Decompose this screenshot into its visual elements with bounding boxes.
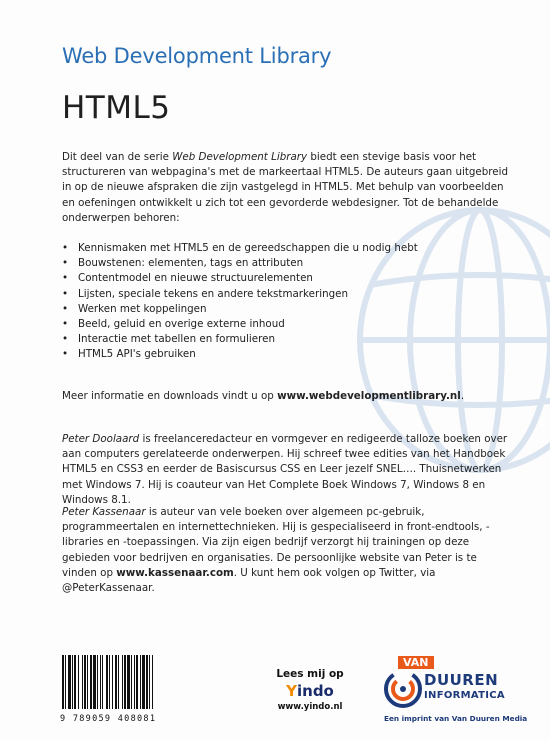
- topic-list: [62, 241, 418, 363]
- more-info-text: Meer informatie en downloads vindt u op: [62, 390, 278, 402]
- list-item: [62, 317, 418, 332]
- topic-label: Contentmodel en nieuwe structuurelementen: [78, 272, 313, 285]
- author-name-doolaard: Peter Doolaard: [62, 433, 140, 445]
- intro-text-start: Dit deel van de serie: [62, 151, 173, 163]
- topic-label: HTML5 API's gebruiken: [78, 348, 196, 361]
- bullet-icon: •: [62, 318, 69, 331]
- yindo-badge: [270, 668, 350, 712]
- bullet-icon: •: [62, 242, 69, 254]
- author-name-kassenaar: Peter Kassenaar: [62, 506, 146, 518]
- topic-label: Kennismaken met HTML5 en de gereedschappen die u nodig hebt: [78, 242, 418, 254]
- yindo-logo-text: indo: [297, 682, 334, 700]
- author-bio-text: is freelanceredacteur en vormgever en redigeerde talloze boeken over aan computers gerelateerde onderwerpen. Hij schreef twee edities van het Handboek HTML5 en CSS3 en eerder de Basiscursus CSS en Leer jezelf SNEL…. Thuisnetwerken met Windows 7. Hij is coauteur van Het Complete Boek Windows 7, Windows 8 en Windows 8.1.: [62, 433, 508, 506]
- list-item: [62, 332, 418, 347]
- book-title: HTML5: [62, 90, 171, 126]
- bullet-icon: •: [62, 257, 69, 270]
- bullet-icon: •: [62, 272, 69, 285]
- bullet-icon: •: [62, 287, 69, 300]
- publisher-duuren: DUUREN: [424, 671, 499, 689]
- yindo-logo: [270, 682, 350, 700]
- series-title: Web Development Library: [62, 44, 332, 68]
- bullet-icon: •: [62, 302, 69, 315]
- author-bio-text: is auteur van vele boeken over algemeen pc-gebruik, programmeertalen en internettechnieken. Hij is gespecialiseerd in front-endtools, -libraries en -toepassingen. Via zijn eigen bedrijf verzorgt hij trainingen op deze gebieden voor bedrijven en organisaties. De persoonlijke website van Peter is te vinden op: [62, 506, 490, 579]
- publisher-swirl-icon: [384, 670, 422, 708]
- website-link[interactable]: www.webdevelopmentlibrary.nl: [277, 390, 461, 402]
- list-item: [62, 302, 418, 317]
- yindo-logo-mark: Y: [286, 682, 297, 700]
- topic-label: Lijsten, speciale tekens en andere tekstmarkeringen: [78, 287, 348, 300]
- publisher-logo: [384, 652, 528, 732]
- author-bio-end: . U kunt hem ook volgen op Twitter, via @PeterKassenaar.: [62, 566, 436, 595]
- author-bio-doolaard: [62, 432, 512, 508]
- bullet-icon: •: [62, 333, 69, 346]
- author-website-link[interactable]: www.kassenaar.com: [116, 566, 234, 579]
- topic-label: Werken met koppelingen: [78, 302, 207, 315]
- intro-text-end: biedt een stevige basis voor het structureren van webpagina's met de markeertaal HTML5. De auteurs gaan uitgebreid in op de nieuwe afspraken die zijn vastgelegd in HTML5. Met behulp van voorbeelden en oefeningen ontwikkelt u zich tot een gevorderde webdesigner. Tot de behandelde onderwerpen behoren:: [62, 151, 509, 224]
- yindo-url: www.yindo.nl: [277, 702, 343, 712]
- topic-label: Interactie met tabellen en formulieren: [78, 333, 275, 346]
- more-info-paragraph: [62, 389, 512, 404]
- bullet-icon: •: [62, 348, 69, 361]
- intro-paragraph: [62, 150, 512, 226]
- publisher-van: VAN: [398, 656, 434, 669]
- list-item: [62, 256, 418, 271]
- publisher-informatica: INFORMATICA: [424, 690, 505, 701]
- publisher-tagline: Een imprint van Van Duuren Media: [384, 714, 528, 723]
- series-name: Web Development Library: [172, 151, 308, 163]
- isbn-barcode: [60, 655, 192, 727]
- topic-label: Beeld, geluid en overige externe inhoud: [78, 318, 285, 331]
- more-info-end: .: [460, 390, 465, 402]
- author-bio-kassenaar: [62, 505, 512, 596]
- list-item: [62, 347, 418, 362]
- isbn-number: 9 789059 408081: [60, 714, 157, 724]
- topic-label: Bouwstenen: elementen, tags en attributen: [78, 257, 304, 270]
- list-item: [62, 241, 418, 256]
- yindo-caption: Lees mij op: [276, 668, 344, 680]
- list-item: [62, 287, 418, 302]
- list-item: [62, 271, 418, 286]
- barcode-icon: [60, 655, 192, 711]
